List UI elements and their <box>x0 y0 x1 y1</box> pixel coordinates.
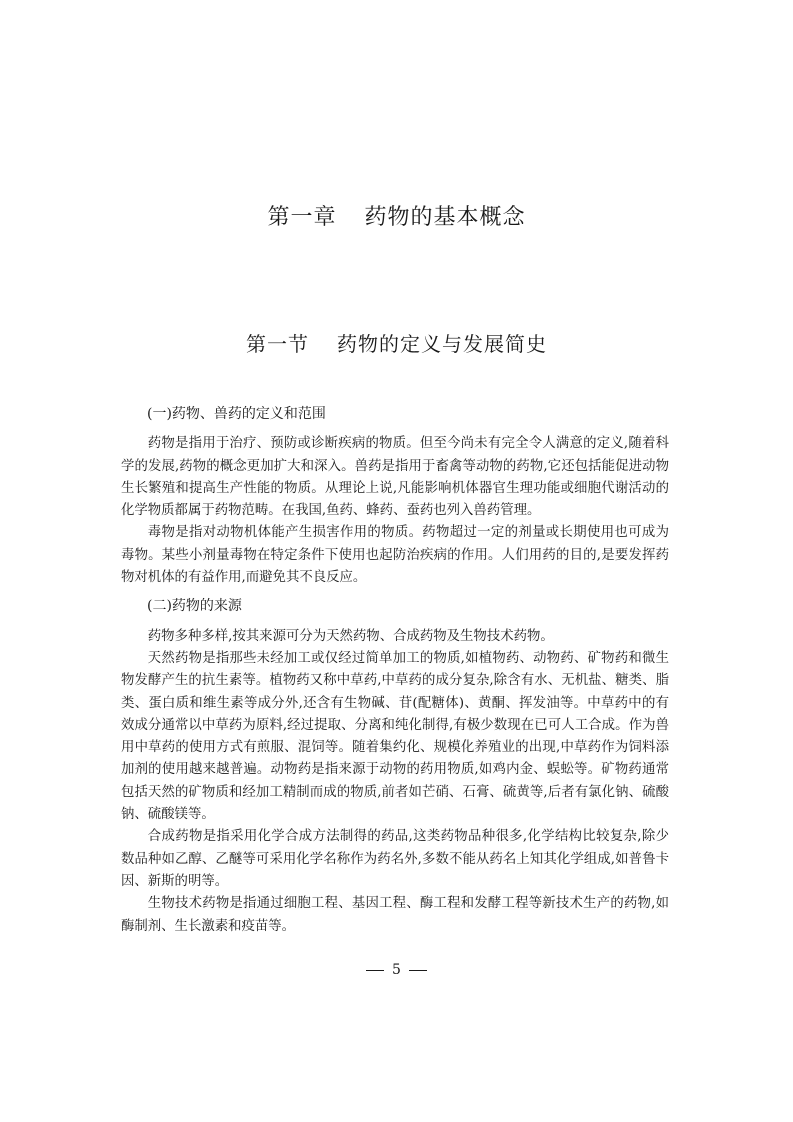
page-footer <box>0 962 793 978</box>
section-name: 药物的定义与发展简史 <box>337 332 547 356</box>
body-text <box>121 403 669 938</box>
paragraph: 药物是指用于治疗、预防或诊断疾病的物质。但至今尚未有完全令人满意的定义,随着科学的发展,药物的概念更加扩大和深入。兽药是指用于畜禽等动物的药物,它还包括能促进动物生长繁殖和提高生产性能的物质。从理论上说,凡能影响机体器官生理功能或细胞代谢活动的化学物质都属于药物范畴。在我国,鱼药、蜂药、蚕药也列入兽药管理。 <box>121 436 669 519</box>
chapter-number: 第一章 <box>267 205 337 230</box>
paragraph: 毒物是指对动物机体能产生损害作用的物质。药物超过一定的剂量或长期使用也可成为毒物。某些小剂量毒物在特定条件下使用也起防治疾病的作用。人们用药的目的,是要发挥药物对机体的有益作用,而避免其不良反应。 <box>121 525 669 586</box>
page-number: 5 <box>392 962 401 978</box>
paragraph: 生物技术药物是指通过细胞工程、基因工程、酶工程和发酵工程等新技术生产的药物,如酶制剂、生长激素和疫苗等。 <box>121 896 669 934</box>
subsection-heading: (二)药物的来源 <box>147 598 242 615</box>
paragraph: 药物多种多样,按其来源可分为天然药物、合成药物及生物技术药物。 <box>147 628 554 644</box>
chapter-title <box>0 200 793 231</box>
section-number: 第一节 <box>246 332 309 356</box>
section-title <box>0 328 793 357</box>
paragraph: 天然药物是指那些未经加工或仅经过简单加工的物质,如植物药、动物药、矿物药和微生物发酵产生的抗生素等。植物药又称中草药,中草药的成分复杂,除含有水、无机盐、糖类、脂类、蛋白质和维生素等成分外,还含有生物碱、苷(配糖体)、黄酮、挥发油等。中草药中的有效成分通常以中草药为原料,经过提取、分离和纯化制得,有极少数现在已可人工合成。作为兽用中草药的使用方式有煎服、混饲等。随着集约化、规模化养殖业的出现,中草药作为饲料添加剂的使用越来越普遍。动物药是指来源于动物的药用物质,如鸡内金、蜈蚣等。矿物药通常包括天然的矿物质和经加工精制而成的物质,前者如芒硝、石膏、硫黄等,后者有氯化钠、硫酸钠、硫酸镁等。 <box>121 650 669 823</box>
dash-left <box>366 970 384 971</box>
dash-right <box>409 970 427 971</box>
paragraph: 合成药物是指采用化学合成方法制得的药品,这类药物品种很多,化学结构比较复杂,除少数品种如乙醇、乙醚等可采用化学名称作为药名外,多数不能从药名上知其化学组成,如普鲁卡因、新斯的明等。 <box>121 829 669 889</box>
chapter-name: 药物的基本概念 <box>364 205 526 230</box>
subsection-heading: (一)药物、兽药的定义和范围 <box>147 406 326 422</box>
